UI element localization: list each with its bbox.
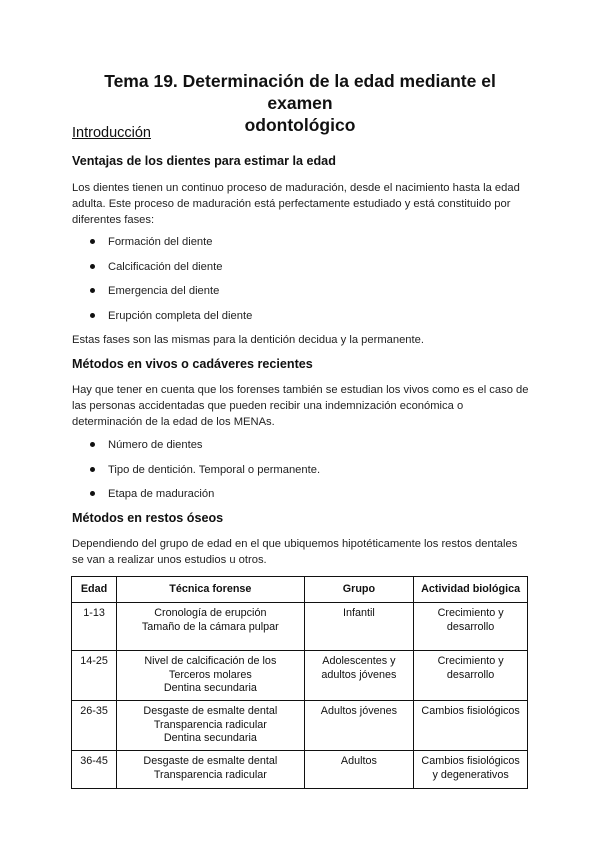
cell-actividad xyxy=(414,751,528,789)
list-item xyxy=(72,437,320,462)
cell-line: Dentina secundaria xyxy=(163,732,257,744)
cell-tecnica xyxy=(117,751,305,789)
page-title-line-1: Tema 19. Determinación de la edad mediante el examen xyxy=(104,71,496,113)
header-edad: Edad xyxy=(72,577,117,603)
paragraph-ventajas: Los dientes tienen un continuo proceso de maduración, desde el nacimiento hasta la edad adulta. Este proceso de maduración está perfectamente estudiado y está constituido por diferentes fases: xyxy=(72,182,520,226)
bullet-icon xyxy=(90,467,95,472)
cell-edad: 14-25 xyxy=(72,651,117,701)
cell-edad: 26-35 xyxy=(72,701,117,751)
bullet-icon xyxy=(90,313,95,318)
list-item-text: Número de dientes xyxy=(108,439,203,451)
cell-actividad xyxy=(414,701,528,751)
cell-edad: 36-45 xyxy=(72,751,117,789)
header-grupo: Grupo xyxy=(304,577,414,603)
cell-grupo xyxy=(304,603,414,651)
table-row xyxy=(72,651,528,701)
header-tecnica: Técnica forense xyxy=(117,577,305,603)
cell-line: Nivel de calcificación de los xyxy=(144,655,277,667)
table-header-row xyxy=(72,577,528,603)
list-item-text: Formación del diente xyxy=(108,236,213,248)
table-row xyxy=(72,751,528,789)
list-item xyxy=(72,234,252,259)
cell-edad: 1-13 xyxy=(72,603,117,651)
list-item xyxy=(72,308,252,333)
cell-line: Desgaste de esmalte dental xyxy=(143,705,278,717)
cell-line: Crecimiento y xyxy=(437,607,504,619)
cell-line: Transparencia radicular xyxy=(153,768,267,781)
bullet-list-fases xyxy=(72,234,252,332)
bullet-icon xyxy=(90,239,95,244)
list-item-text: Calcificación del diente xyxy=(108,260,223,273)
list-item-text: Erupción completa del diente xyxy=(108,309,253,322)
list-item-text: Tipo de dentición. Temporal o permanente. xyxy=(108,463,321,476)
bullet-list-metodos-vivos xyxy=(72,437,320,511)
list-item xyxy=(72,462,320,487)
list-item xyxy=(72,259,252,284)
bullet-icon xyxy=(90,264,95,269)
list-item-text: Emergencia del diente xyxy=(108,285,220,297)
paragraph-closing-fases: Estas fases son las mismas para la dentición decidua y la permanente. xyxy=(72,334,424,346)
cell-line: Adultos xyxy=(340,755,377,767)
cell-line: Cambios fisiológicos xyxy=(421,755,520,767)
page-title-line-2: odontológico xyxy=(244,115,356,135)
list-item-text: Etapa de maduración xyxy=(108,488,215,500)
cell-line: Crecimiento y xyxy=(437,655,504,667)
cell-line: Adolescentes y xyxy=(322,655,396,667)
bullet-icon xyxy=(90,442,95,447)
cell-tecnica xyxy=(117,701,305,751)
cell-line: Adultos jóvenes xyxy=(320,705,398,717)
cell-line: Cambios fisiológicos xyxy=(421,705,520,717)
cell-line: Cronología de erupción xyxy=(154,607,267,619)
cell-line: desarrollo xyxy=(446,620,495,633)
cell-line: Transparencia radicular xyxy=(153,718,267,731)
cell-line: desarrollo xyxy=(446,668,495,681)
subheading-oseos: Métodos en restos óseos xyxy=(72,511,224,525)
paragraph-vivos: Hay que tener en cuenta que los forenses también se estudian los vivos como es el caso de las personas accidentadas que pueden recibir una indemnización económica o determinación de la edad de los MENAs. xyxy=(72,384,529,428)
table-row xyxy=(72,701,528,751)
cell-actividad xyxy=(414,603,528,651)
cell-line: Infantil xyxy=(343,607,375,619)
cell-tecnica xyxy=(117,651,305,701)
cell-grupo xyxy=(304,651,414,701)
subheading-vivos: Métodos en vivos o cadáveres recientes xyxy=(72,357,313,371)
list-item xyxy=(72,486,320,511)
list-item xyxy=(72,283,252,308)
table-row xyxy=(72,603,528,651)
cell-line: y degenerativos xyxy=(432,768,509,781)
cell-grupo xyxy=(304,751,414,789)
cell-grupo xyxy=(304,701,414,751)
subheading-ventajas: Ventajas de los dientes para estimar la edad xyxy=(72,154,336,168)
cell-line: adultos jóvenes xyxy=(321,668,397,681)
cell-line: Terceros molares xyxy=(168,668,252,681)
cell-line: Tamaño de la cámara pulpar xyxy=(141,620,279,633)
header-actividad: Actividad biológica xyxy=(414,577,528,603)
cell-tecnica xyxy=(117,603,305,651)
age-estimation-table xyxy=(71,576,528,789)
cell-line: Desgaste de esmalte dental xyxy=(143,755,278,767)
cell-actividad xyxy=(414,651,528,701)
section-heading-introduccion: Introducción xyxy=(72,125,151,141)
cell-line: Dentina secundaria xyxy=(163,682,257,694)
bullet-icon xyxy=(90,491,95,496)
bullet-icon xyxy=(90,288,95,293)
paragraph-oseos: Dependiendo del grupo de edad en el que ubiquemos hipotéticamente los restos dentales se van a realizar unos estudios u otros. xyxy=(72,538,518,566)
